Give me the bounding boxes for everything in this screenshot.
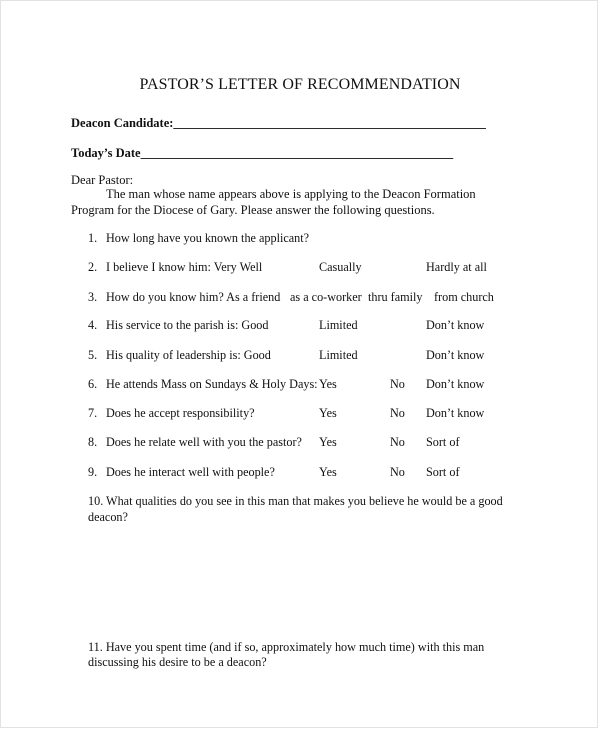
question-2-text: I believe I know him: Very Well xyxy=(106,260,263,274)
question-9-number: 9. xyxy=(88,465,98,479)
todays-date-field[interactable]: Today’s Date__________________________________________________ xyxy=(71,146,454,160)
question-3-option[interactable]: as a co-worker xyxy=(290,290,362,304)
question-5-text: His quality of leadership is: Good xyxy=(106,348,271,362)
question-2-number: 2. xyxy=(88,260,98,274)
question-3-text: How do you know him? As a friend xyxy=(106,290,281,304)
question-2-option[interactable]: Casually xyxy=(319,260,362,274)
question-9-text: Does he interact well with people? xyxy=(106,465,275,479)
question-9-option[interactable]: Sort of xyxy=(426,465,460,479)
question-4-text: His service to the parish is: Good xyxy=(106,318,269,332)
question-7-option[interactable]: Don’t know xyxy=(426,406,485,420)
question-6-option[interactable]: Don’t know xyxy=(426,377,485,391)
question-8-option[interactable]: Yes xyxy=(319,435,337,449)
question-4-number: 4. xyxy=(88,318,98,332)
question-8-number: 8. xyxy=(88,435,98,449)
question-7-number: 7. xyxy=(88,406,98,420)
question-7-option[interactable]: Yes xyxy=(319,406,337,420)
question-8-option[interactable]: No xyxy=(390,435,405,449)
intro-line-1: The man whose name appears above is applying to the Deacon Formation xyxy=(106,187,476,201)
question-11-line-1: 11. Have you spent time (and if so, approximately how much time) with this man xyxy=(88,640,485,654)
question-6-text: He attends Mass on Sundays & Holy Days: xyxy=(106,377,318,391)
question-6-option[interactable]: No xyxy=(390,377,405,391)
question-6-number: 6. xyxy=(88,377,98,391)
question-7-option[interactable]: No xyxy=(390,406,405,420)
question-3-number: 3. xyxy=(88,290,98,304)
question-8-option[interactable]: Sort of xyxy=(426,435,460,449)
question-7-text: Does he accept responsibility? xyxy=(106,406,255,420)
question-4-option[interactable]: Don’t know xyxy=(426,318,485,332)
question-8-text: Does he relate well with you the pastor? xyxy=(106,435,302,449)
question-5-number: 5. xyxy=(88,348,98,362)
question-9-option[interactable]: Yes xyxy=(319,465,337,479)
question-3-option[interactable]: thru family xyxy=(368,290,423,304)
intro-line-2: Program for the Diocese of Gary. Please answer the following questions. xyxy=(71,203,435,217)
question-2-option[interactable]: Hardly at all xyxy=(426,260,487,274)
question-6-option[interactable]: Yes xyxy=(319,377,337,391)
question-1-text: How long have you known the applicant? xyxy=(106,231,310,245)
question-10-line-2: deacon? xyxy=(88,510,128,524)
salutation: Dear Pastor: xyxy=(71,173,134,187)
question-5-option[interactable]: Don’t know xyxy=(426,348,485,362)
question-11-line-2: discussing his desire to be a deacon? xyxy=(88,655,267,669)
document-title: PASTOR’S LETTER OF RECOMMENDATION xyxy=(139,76,461,93)
question-3-option[interactable]: from church xyxy=(434,290,494,304)
deacon-candidate-field[interactable]: Deacon Candidate:__________________________________________________ xyxy=(71,116,486,130)
question-9-option[interactable]: No xyxy=(390,465,405,479)
question-10-line-1: 10. What qualities do you see in this man that makes you believe he would be a good xyxy=(88,494,503,508)
question-1-number: 1. xyxy=(88,231,98,245)
question-5-option[interactable]: Limited xyxy=(319,348,358,362)
question-4-option[interactable]: Limited xyxy=(319,318,358,332)
